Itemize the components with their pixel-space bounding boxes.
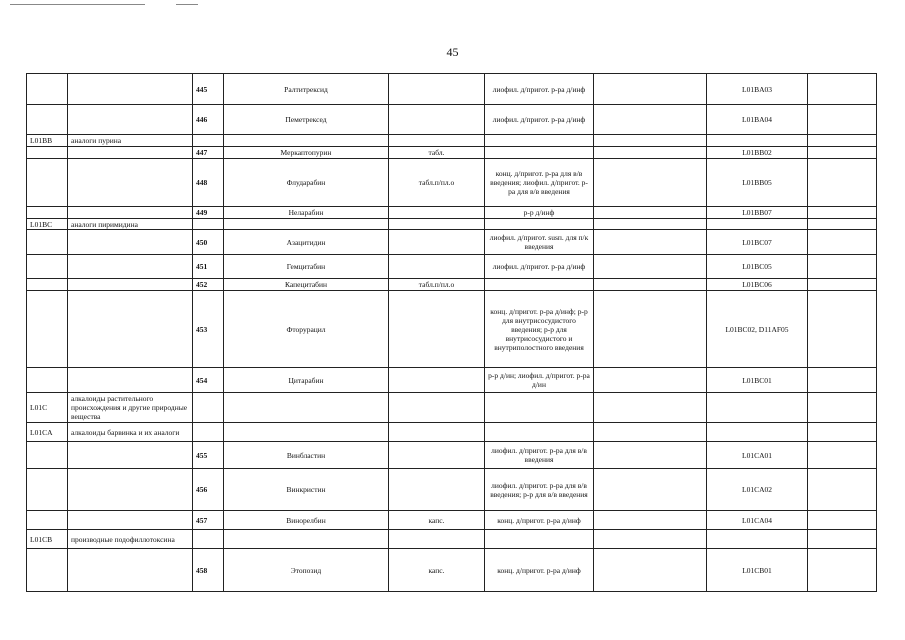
dosage-form-oral: [389, 393, 485, 423]
empty-cell: [594, 511, 707, 530]
table-row: [27, 291, 877, 368]
row-number: [193, 393, 224, 423]
atc-group-name: алкалоиды барвинка и их аналоги: [68, 423, 193, 442]
atc-code: [707, 530, 808, 549]
table-row: [27, 279, 877, 291]
atc-group-name: [68, 207, 193, 219]
dosage-form-oral: [389, 291, 485, 368]
drug-name: Неларабин: [224, 207, 389, 219]
empty-cell: [808, 423, 877, 442]
dosage-form-injection: [485, 219, 594, 230]
dosage-form-oral: [389, 74, 485, 105]
dosage-form-oral: капс.: [389, 511, 485, 530]
atc-code: L01BC06: [707, 279, 808, 291]
empty-cell: [594, 105, 707, 135]
dosage-form-injection: конц. д/пригот. р-ра д/инф: [485, 549, 594, 592]
table-row: [27, 530, 877, 549]
empty-cell: [808, 135, 877, 147]
dosage-form-oral: табл.: [389, 147, 485, 159]
atc-group-code: [27, 368, 68, 393]
drug-name: Флударабин: [224, 159, 389, 207]
empty-cell: [808, 219, 877, 230]
atc-group-code: [27, 74, 68, 105]
row-number: 457: [193, 511, 224, 530]
empty-cell: [808, 368, 877, 393]
dosage-form-injection: [485, 279, 594, 291]
row-number: 445: [193, 74, 224, 105]
atc-group-code: L01BC: [27, 219, 68, 230]
empty-cell: [808, 291, 877, 368]
atc-code: [707, 393, 808, 423]
atc-code: [707, 219, 808, 230]
atc-group-code: [27, 442, 68, 469]
dosage-form-oral: табл.п/пл.о: [389, 279, 485, 291]
empty-cell: [808, 442, 877, 469]
empty-cell: [594, 159, 707, 207]
empty-cell: [808, 530, 877, 549]
table-row: [27, 423, 877, 442]
atc-group-code: [27, 255, 68, 279]
atc-group-code: L01CB: [27, 530, 68, 549]
table-row: [27, 230, 877, 255]
table-row: [27, 549, 877, 592]
dosage-form-oral: [389, 230, 485, 255]
atc-code: L01CA01: [707, 442, 808, 469]
table-row: [27, 159, 877, 207]
row-number: 453: [193, 291, 224, 368]
table-row: [27, 207, 877, 219]
empty-cell: [594, 147, 707, 159]
atc-group-name: производные подофиллотоксина: [68, 530, 193, 549]
page-number: 45: [446, 45, 459, 59]
atc-group-code: [27, 279, 68, 291]
empty-cell: [808, 393, 877, 423]
dosage-form-injection: конц. д/пригот. р-ра для в/в введения; лиофил. д/пригот. р-ра для в/в введения: [485, 159, 594, 207]
dosage-form-injection: лиофил. д/пригот. susп. для п/к введения: [485, 230, 594, 255]
atc-group-name: аналоги пурина: [68, 135, 193, 147]
drug-name: Винкристин: [224, 469, 389, 511]
atc-code: L01BC07: [707, 230, 808, 255]
drug-name: [224, 530, 389, 549]
atc-group-name: аналоги пиримидина: [68, 219, 193, 230]
row-number: 454: [193, 368, 224, 393]
atc-code: L01BB02: [707, 147, 808, 159]
empty-cell: [594, 135, 707, 147]
atc-group-code: [27, 291, 68, 368]
empty-cell: [594, 230, 707, 255]
atc-code: L01BA04: [707, 105, 808, 135]
row-number: 450: [193, 230, 224, 255]
atc-group-name: алкалоиды растительного происхождения и другие природные вещества: [68, 393, 193, 423]
drug-name: [224, 219, 389, 230]
dosage-form-injection: лиофил. д/пригот. р-ра д/инф: [485, 255, 594, 279]
dosage-form-oral: [389, 530, 485, 549]
dosage-form-injection: лиофил. д/пригот. р-ра д/инф: [485, 105, 594, 135]
empty-cell: [594, 393, 707, 423]
atc-group-name: [68, 469, 193, 511]
row-number: 455: [193, 442, 224, 469]
dosage-form-injection: лиофил. д/пригот. р-ра д/инф: [485, 74, 594, 105]
atc-group-name: [68, 511, 193, 530]
dosage-form-oral: [389, 207, 485, 219]
atc-code: L01CA04: [707, 511, 808, 530]
table-row: [27, 255, 877, 279]
row-number: 451: [193, 255, 224, 279]
atc-group-code: L01C: [27, 393, 68, 423]
table-row: [27, 105, 877, 135]
table-row: [27, 74, 877, 105]
atc-group-name: [68, 230, 193, 255]
atc-group-name: [68, 105, 193, 135]
empty-cell: [808, 511, 877, 530]
scan-artifact-line: [10, 4, 145, 5]
table-row: [27, 442, 877, 469]
dosage-form-injection: [485, 147, 594, 159]
drug-name: [224, 135, 389, 147]
atc-code: L01BB05: [707, 159, 808, 207]
atc-group-code: [27, 469, 68, 511]
empty-cell: [594, 291, 707, 368]
empty-cell: [808, 207, 877, 219]
atc-group-name: [68, 279, 193, 291]
dosage-form-injection: [485, 423, 594, 442]
dosage-form-injection: р-р д/ин; лиофил. д/пригот. р-ра д/ин: [485, 368, 594, 393]
drug-name: [224, 423, 389, 442]
dosage-form-injection: р-р д/инф: [485, 207, 594, 219]
atc-code: L01BC02, D11AF05: [707, 291, 808, 368]
drug-name: Цитарабин: [224, 368, 389, 393]
empty-cell: [594, 549, 707, 592]
empty-cell: [594, 442, 707, 469]
atc-group-name: [68, 442, 193, 469]
dosage-form-oral: [389, 219, 485, 230]
dosage-form-oral: [389, 105, 485, 135]
drug-name: Ралтитрексид: [224, 74, 389, 105]
empty-cell: [594, 279, 707, 291]
atc-code: L01BA03: [707, 74, 808, 105]
dosage-form-oral: капс.: [389, 549, 485, 592]
atc-group-code: [27, 105, 68, 135]
empty-cell: [594, 74, 707, 105]
drug-name: Меркаптопурин: [224, 147, 389, 159]
atc-group-code: [27, 147, 68, 159]
drug-name: Азацитидин: [224, 230, 389, 255]
table-row: [27, 368, 877, 393]
dosage-form-oral: [389, 423, 485, 442]
atc-code: [707, 135, 808, 147]
row-number: [193, 135, 224, 147]
dosage-form-injection: [485, 393, 594, 423]
row-number: 449: [193, 207, 224, 219]
drug-name: Винорелбин: [224, 511, 389, 530]
drug-name: Винбластин: [224, 442, 389, 469]
drug-name: [224, 393, 389, 423]
dosage-form-injection: лиофил. д/пригот. р-ра для в/в введения; р-р для в/в введения: [485, 469, 594, 511]
dosage-form-oral: [389, 469, 485, 511]
empty-cell: [808, 549, 877, 592]
dosage-form-oral: [389, 135, 485, 147]
atc-group-name: [68, 291, 193, 368]
empty-cell: [808, 469, 877, 511]
atc-group-code: L01BB: [27, 135, 68, 147]
table-row: [27, 393, 877, 423]
row-number: 447: [193, 147, 224, 159]
atc-group-code: [27, 549, 68, 592]
atc-group-name: [68, 74, 193, 105]
drug-name: Гемцитабин: [224, 255, 389, 279]
atc-code: L01CA02: [707, 469, 808, 511]
empty-cell: [594, 469, 707, 511]
table-row: [27, 511, 877, 530]
dosage-form-oral: [389, 255, 485, 279]
empty-cell: [808, 230, 877, 255]
atc-code: L01BB07: [707, 207, 808, 219]
table-row: [27, 147, 877, 159]
dosage-form-injection: конц. д/пригот. р-ра д/инф: [485, 511, 594, 530]
atc-code: L01BC05: [707, 255, 808, 279]
atc-group-name: [68, 255, 193, 279]
empty-cell: [808, 74, 877, 105]
row-number: [193, 530, 224, 549]
table-row: [27, 135, 877, 147]
table-row: [27, 469, 877, 511]
empty-cell: [594, 423, 707, 442]
atc-code: [707, 423, 808, 442]
table-row: [27, 219, 877, 230]
atc-group-code: L01CA: [27, 423, 68, 442]
dosage-form-oral: [389, 442, 485, 469]
empty-cell: [808, 279, 877, 291]
atc-group-name: [68, 159, 193, 207]
empty-cell: [808, 105, 877, 135]
atc-group-name: [68, 147, 193, 159]
drug-name: Пеметрексед: [224, 105, 389, 135]
dosage-form-injection: [485, 530, 594, 549]
drug-name: Фторурацил: [224, 291, 389, 368]
row-number: [193, 219, 224, 230]
empty-cell: [594, 368, 707, 393]
atc-code: L01CB01: [707, 549, 808, 592]
empty-cell: [594, 219, 707, 230]
row-number: [193, 423, 224, 442]
atc-group-code: [27, 230, 68, 255]
atc-group-name: [68, 368, 193, 393]
atc-group-code: [27, 207, 68, 219]
drug-name: Этопозид: [224, 549, 389, 592]
atc-group-name: [68, 549, 193, 592]
row-number: 446: [193, 105, 224, 135]
dosage-form-oral: [389, 368, 485, 393]
atc-code: L01BC01: [707, 368, 808, 393]
drug-name: Капецитабин: [224, 279, 389, 291]
atc-group-code: [27, 159, 68, 207]
empty-cell: [594, 255, 707, 279]
empty-cell: [594, 530, 707, 549]
empty-cell: [594, 207, 707, 219]
dosage-form-injection: [485, 135, 594, 147]
row-number: 452: [193, 279, 224, 291]
empty-cell: [808, 255, 877, 279]
drug-table: [26, 73, 877, 592]
dosage-form-oral: табл.п/пл.о: [389, 159, 485, 207]
row-number: 456: [193, 469, 224, 511]
empty-cell: [808, 147, 877, 159]
scan-artifact-line-short: [176, 4, 198, 5]
empty-cell: [808, 159, 877, 207]
row-number: 458: [193, 549, 224, 592]
dosage-form-injection: лиофил. д/пригот. р-ра для в/в введения: [485, 442, 594, 469]
row-number: 448: [193, 159, 224, 207]
atc-group-code: [27, 511, 68, 530]
dosage-form-injection: конц. д/пригот. р-ра д/инф; р-р для внутрисосудистого введения; р-р для внутрисосудистого и внутриполостного введения: [485, 291, 594, 368]
